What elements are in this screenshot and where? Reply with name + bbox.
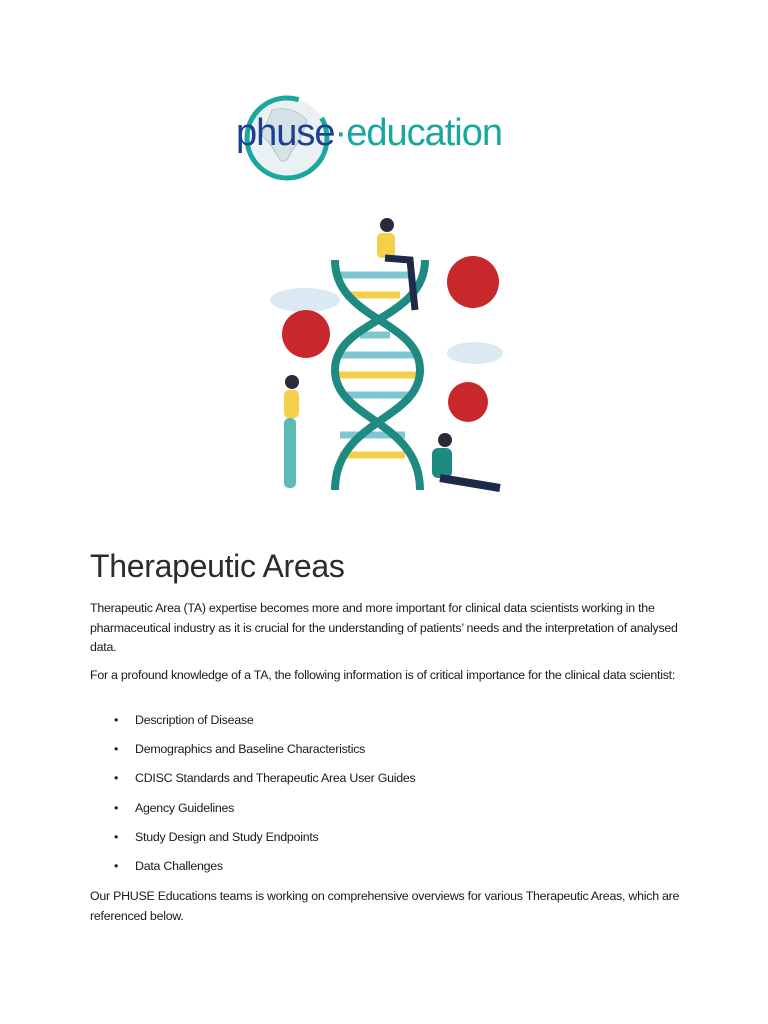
page-title: Therapeutic Areas xyxy=(90,548,345,584)
person-standing-icon xyxy=(284,375,299,488)
list-item: • Agency Guidelines xyxy=(114,800,235,815)
dna-research-illustration xyxy=(260,210,520,510)
info-list xyxy=(90,713,415,888)
logo-text-phuse: phuse xyxy=(236,112,335,154)
list-item: • Demographics and Baseline Characteristics xyxy=(114,742,366,757)
person-sitting-bottom-icon xyxy=(432,433,500,488)
lead-paragraph: For a profound knowledge of a TA, the following information is of critical importance for the clinical data scientist: xyxy=(90,668,676,682)
list-item: • Description of Disease xyxy=(114,713,254,727)
phuse-education-logo xyxy=(232,90,532,185)
cloud-icon xyxy=(447,342,503,364)
logo-text-education: education xyxy=(346,112,503,154)
closing-paragraph: Our PHUSE Educations teams is working on comprehensive overviews for various Therapeutic Areas, which are referenced below. xyxy=(90,889,680,923)
list-item: • CDISC Standards and Therapeutic Area User Guides xyxy=(114,771,416,786)
intro-paragraph: Therapeutic Area (TA) expertise becomes more and more important for clinical data scientists working in the pharmaceutical industry as it is crucial for the understanding of patients’ needs and the interpretation of analysed data. xyxy=(90,601,678,654)
cloud-icon xyxy=(270,288,340,312)
list-item: • Data Challenges xyxy=(114,858,223,873)
list-item: • Study Design and Study Endpoints xyxy=(114,829,319,844)
logo-separator: · xyxy=(334,112,347,154)
